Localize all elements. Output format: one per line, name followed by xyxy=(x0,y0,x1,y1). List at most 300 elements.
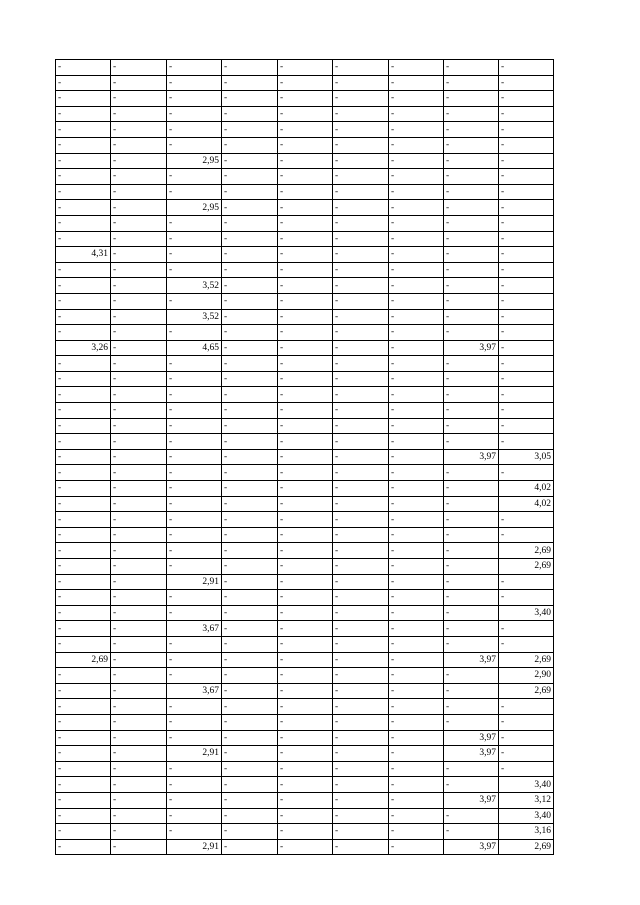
table-cell: - xyxy=(444,231,499,247)
table-cell: - xyxy=(278,215,333,231)
table-cell: - xyxy=(222,746,278,762)
table-cell: - xyxy=(499,465,554,481)
table-cell: - xyxy=(111,761,167,777)
table-cell: - xyxy=(499,356,554,372)
table-cell: - xyxy=(389,714,444,730)
table-cell: 2,91 xyxy=(167,746,222,762)
table-cell: - xyxy=(499,278,554,294)
table-row xyxy=(56,824,554,840)
table-cell: - xyxy=(499,574,554,590)
table-cell: - xyxy=(444,60,499,76)
table-cell: - xyxy=(222,699,278,715)
table-cell: - xyxy=(222,465,278,481)
table-cell: - xyxy=(333,137,389,153)
table-cell: - xyxy=(389,761,444,777)
table-cell: - xyxy=(167,293,222,309)
table-cell: - xyxy=(389,184,444,200)
table-cell: - xyxy=(167,137,222,153)
table-cell: - xyxy=(389,574,444,590)
table-row xyxy=(56,153,554,169)
table-cell: - xyxy=(56,403,111,419)
table-cell: - xyxy=(167,184,222,200)
table-cell: - xyxy=(278,839,333,855)
table-cell: - xyxy=(167,714,222,730)
table-cell: - xyxy=(389,60,444,76)
table-cell: - xyxy=(222,184,278,200)
table-row xyxy=(56,792,554,808)
table-cell: 4,02 xyxy=(499,496,554,512)
table-cell: 2,69 xyxy=(499,839,554,855)
table-cell: - xyxy=(389,387,444,403)
table-cell: - xyxy=(56,418,111,434)
table-cell: - xyxy=(389,200,444,216)
table-cell: - xyxy=(499,75,554,91)
table-row xyxy=(56,122,554,138)
table-cell: - xyxy=(111,559,167,575)
table-cell: - xyxy=(278,122,333,138)
table-cell: - xyxy=(389,309,444,325)
table-cell: - xyxy=(111,746,167,762)
table-cell: - xyxy=(56,714,111,730)
table-cell: - xyxy=(389,792,444,808)
table-cell: - xyxy=(278,262,333,278)
table-cell: - xyxy=(222,278,278,294)
table-cell: - xyxy=(444,293,499,309)
table-cell: 2,91 xyxy=(167,574,222,590)
table-cell: - xyxy=(499,527,554,543)
table-cell: - xyxy=(333,278,389,294)
table-row xyxy=(56,309,554,325)
table-cell: - xyxy=(389,746,444,762)
table-cell: - xyxy=(278,371,333,387)
table-cell: - xyxy=(56,356,111,372)
table-cell: - xyxy=(278,605,333,621)
table-cell: - xyxy=(111,465,167,481)
table-cell: - xyxy=(278,356,333,372)
table-cell: - xyxy=(167,449,222,465)
table-cell: - xyxy=(333,231,389,247)
table-cell: - xyxy=(222,106,278,122)
table-cell: - xyxy=(389,325,444,341)
table-cell: - xyxy=(167,434,222,450)
table-cell: - xyxy=(278,60,333,76)
table-cell: - xyxy=(56,605,111,621)
table-cell: - xyxy=(222,792,278,808)
table-row xyxy=(56,340,554,356)
table-cell: 4,65 xyxy=(167,340,222,356)
table-cell: - xyxy=(389,169,444,185)
table-cell: - xyxy=(278,153,333,169)
table-cell: - xyxy=(333,60,389,76)
table-row xyxy=(56,714,554,730)
table-row xyxy=(56,668,554,684)
table-cell: - xyxy=(167,418,222,434)
table-cell: - xyxy=(333,714,389,730)
table-cell: - xyxy=(333,309,389,325)
table-cell: - xyxy=(389,293,444,309)
table-cell: - xyxy=(222,543,278,559)
table-cell: - xyxy=(167,356,222,372)
table-cell: - xyxy=(278,792,333,808)
table-cell: - xyxy=(56,200,111,216)
table-cell: - xyxy=(278,574,333,590)
table-cell: - xyxy=(222,683,278,699)
table-cell: - xyxy=(111,371,167,387)
table-row xyxy=(56,75,554,91)
table-cell: - xyxy=(56,481,111,497)
table-cell: - xyxy=(167,559,222,575)
table-cell: - xyxy=(499,60,554,76)
table-cell: - xyxy=(389,122,444,138)
table-cell: - xyxy=(389,527,444,543)
table-cell: - xyxy=(222,309,278,325)
table-cell: - xyxy=(333,465,389,481)
table-row xyxy=(56,605,554,621)
table-cell: - xyxy=(389,777,444,793)
table-cell: - xyxy=(111,278,167,294)
table-cell: - xyxy=(389,590,444,606)
table-cell: - xyxy=(389,668,444,684)
table-cell: - xyxy=(56,465,111,481)
table-cell: - xyxy=(111,60,167,76)
table-row xyxy=(56,278,554,294)
table-cell: - xyxy=(56,699,111,715)
table-cell: - xyxy=(333,621,389,637)
table-cell: - xyxy=(444,153,499,169)
table-cell: - xyxy=(333,839,389,855)
table-cell: - xyxy=(222,652,278,668)
table-cell: - xyxy=(333,792,389,808)
table-cell: - xyxy=(167,652,222,668)
table-cell: - xyxy=(111,512,167,528)
table-cell: - xyxy=(56,590,111,606)
table-cell: - xyxy=(389,403,444,419)
table-cell: - xyxy=(222,621,278,637)
table-cell: - xyxy=(499,293,554,309)
table-cell: - xyxy=(389,730,444,746)
table-cell: - xyxy=(499,730,554,746)
table-cell: - xyxy=(222,824,278,840)
table-cell: - xyxy=(167,699,222,715)
table-cell: - xyxy=(167,481,222,497)
table-cell: - xyxy=(111,636,167,652)
table-cell: - xyxy=(499,215,554,231)
table-cell: - xyxy=(111,527,167,543)
table-cell: - xyxy=(444,387,499,403)
table-cell: - xyxy=(389,449,444,465)
table-cell: - xyxy=(167,247,222,263)
table-cell: - xyxy=(333,262,389,278)
table-cell: - xyxy=(499,590,554,606)
table-row xyxy=(56,730,554,746)
table-cell: - xyxy=(167,590,222,606)
table-cell: - xyxy=(56,512,111,528)
table-cell: - xyxy=(499,137,554,153)
table-cell: - xyxy=(56,668,111,684)
table-row xyxy=(56,512,554,528)
table-cell: - xyxy=(278,231,333,247)
table-cell: - xyxy=(499,714,554,730)
table-cell: - xyxy=(444,512,499,528)
table-cell: - xyxy=(278,730,333,746)
table-cell: - xyxy=(56,278,111,294)
table-cell: - xyxy=(444,808,499,824)
table-row xyxy=(56,761,554,777)
table-cell: - xyxy=(389,621,444,637)
table-cell: - xyxy=(56,309,111,325)
table-cell: - xyxy=(333,652,389,668)
table-cell: - xyxy=(444,247,499,263)
table-cell: - xyxy=(444,668,499,684)
table-cell: - xyxy=(56,824,111,840)
table-cell: - xyxy=(222,527,278,543)
table-cell: - xyxy=(111,730,167,746)
table-cell: - xyxy=(167,527,222,543)
table-cell: - xyxy=(389,231,444,247)
table-cell: - xyxy=(56,387,111,403)
table-cell: - xyxy=(333,636,389,652)
table-cell: - xyxy=(222,403,278,419)
table-cell: - xyxy=(56,169,111,185)
table-cell: - xyxy=(56,122,111,138)
table-cell: - xyxy=(111,293,167,309)
table-cell: - xyxy=(278,590,333,606)
table-cell: - xyxy=(389,636,444,652)
table-cell: - xyxy=(278,668,333,684)
table-row xyxy=(56,449,554,465)
table-cell: - xyxy=(444,636,499,652)
table-row xyxy=(56,683,554,699)
table-cell: - xyxy=(111,137,167,153)
table-cell: - xyxy=(389,371,444,387)
table-cell: - xyxy=(278,559,333,575)
table-cell: - xyxy=(389,824,444,840)
table-cell: - xyxy=(56,839,111,855)
table-cell: - xyxy=(333,543,389,559)
table-cell: - xyxy=(222,325,278,341)
table-cell: - xyxy=(389,434,444,450)
table-cell: - xyxy=(111,340,167,356)
table-cell: 2,69 xyxy=(499,683,554,699)
table-cell: - xyxy=(111,777,167,793)
table-cell: - xyxy=(167,122,222,138)
table-cell: - xyxy=(278,137,333,153)
table-cell: - xyxy=(111,652,167,668)
table-cell: - xyxy=(278,621,333,637)
table-cell: - xyxy=(333,325,389,341)
table-cell: - xyxy=(167,262,222,278)
table-row xyxy=(56,387,554,403)
table-cell: 3,26 xyxy=(56,340,111,356)
table-cell: - xyxy=(444,403,499,419)
table-cell: - xyxy=(222,122,278,138)
table-cell: - xyxy=(499,403,554,419)
table-cell: - xyxy=(56,325,111,341)
table-cell: 2,69 xyxy=(56,652,111,668)
table-cell: - xyxy=(444,590,499,606)
table-cell: - xyxy=(333,418,389,434)
table-cell: - xyxy=(111,434,167,450)
table-cell: - xyxy=(222,605,278,621)
table-cell: - xyxy=(278,777,333,793)
table-cell: - xyxy=(389,247,444,263)
table-row xyxy=(56,652,554,668)
table-row xyxy=(56,543,554,559)
table-cell: - xyxy=(278,449,333,465)
table-cell: - xyxy=(56,449,111,465)
table-cell: - xyxy=(222,75,278,91)
table-cell: - xyxy=(222,714,278,730)
table-cell: - xyxy=(499,512,554,528)
table-cell: - xyxy=(56,137,111,153)
table-cell: - xyxy=(56,231,111,247)
table-cell: - xyxy=(444,543,499,559)
table-cell: - xyxy=(499,387,554,403)
table-cell: - xyxy=(111,605,167,621)
table-cell: - xyxy=(278,200,333,216)
table-cell: - xyxy=(499,325,554,341)
table-row xyxy=(56,839,554,855)
table-row xyxy=(56,293,554,309)
table-row xyxy=(56,215,554,231)
table-cell: - xyxy=(278,91,333,107)
table-cell: 3,05 xyxy=(499,449,554,465)
table-cell: - xyxy=(222,371,278,387)
table-cell: - xyxy=(167,668,222,684)
table-cell: - xyxy=(333,247,389,263)
table-row xyxy=(56,169,554,185)
table-row xyxy=(56,106,554,122)
table-cell: - xyxy=(111,184,167,200)
table-cell: - xyxy=(278,824,333,840)
table-cell: - xyxy=(56,730,111,746)
table-cell: - xyxy=(111,590,167,606)
table-cell: - xyxy=(333,699,389,715)
table-cell: - xyxy=(389,496,444,512)
table-cell: - xyxy=(167,403,222,419)
table-cell: - xyxy=(499,169,554,185)
table-cell: - xyxy=(444,200,499,216)
table-cell: - xyxy=(499,262,554,278)
table-cell: - xyxy=(222,60,278,76)
table-cell: - xyxy=(333,574,389,590)
table-cell: - xyxy=(333,527,389,543)
table-cell: - xyxy=(111,668,167,684)
table-cell: - xyxy=(111,91,167,107)
table-cell: - xyxy=(222,356,278,372)
table-cell: - xyxy=(278,434,333,450)
table-row xyxy=(56,60,554,76)
table-cell: - xyxy=(333,106,389,122)
table-row xyxy=(56,325,554,341)
table-cell: - xyxy=(111,449,167,465)
table-cell: - xyxy=(56,496,111,512)
table-cell: - xyxy=(278,340,333,356)
table-cell: - xyxy=(389,91,444,107)
table-cell: - xyxy=(278,75,333,91)
table-cell: - xyxy=(444,496,499,512)
table-cell: - xyxy=(333,75,389,91)
table-cell: 3,40 xyxy=(499,777,554,793)
table-cell: - xyxy=(278,746,333,762)
table-cell: - xyxy=(444,465,499,481)
table-row xyxy=(56,699,554,715)
table-cell: - xyxy=(499,340,554,356)
table-cell: - xyxy=(444,418,499,434)
table-row xyxy=(56,200,554,216)
table-cell: - xyxy=(389,340,444,356)
table-cell: - xyxy=(222,496,278,512)
table-cell: - xyxy=(222,153,278,169)
table-cell: - xyxy=(333,184,389,200)
table-cell: 2,69 xyxy=(499,652,554,668)
table-cell: 3,52 xyxy=(167,278,222,294)
table-cell: - xyxy=(444,262,499,278)
table-cell: - xyxy=(111,699,167,715)
table-row xyxy=(56,808,554,824)
table-cell: - xyxy=(111,543,167,559)
table-cell: - xyxy=(333,91,389,107)
table-cell: - xyxy=(167,543,222,559)
table-cell: - xyxy=(444,309,499,325)
table-row xyxy=(56,91,554,107)
table-cell: - xyxy=(111,169,167,185)
table-cell: - xyxy=(222,293,278,309)
table-cell: - xyxy=(499,184,554,200)
table-cell: - xyxy=(167,106,222,122)
table-cell: - xyxy=(333,746,389,762)
table-cell: - xyxy=(444,215,499,231)
table-cell: 3,97 xyxy=(444,730,499,746)
table-cell: - xyxy=(222,137,278,153)
table-cell: - xyxy=(167,325,222,341)
table-cell: - xyxy=(444,371,499,387)
table-cell: - xyxy=(278,652,333,668)
table-cell: - xyxy=(389,699,444,715)
table-cell: - xyxy=(222,761,278,777)
table-cell: - xyxy=(111,231,167,247)
table-cell: - xyxy=(278,761,333,777)
table-cell: - xyxy=(333,340,389,356)
table-cell: - xyxy=(56,621,111,637)
table-cell: - xyxy=(333,481,389,497)
table-cell: - xyxy=(167,512,222,528)
table-cell: 2,95 xyxy=(167,153,222,169)
table-cell: - xyxy=(499,699,554,715)
table-cell: - xyxy=(499,122,554,138)
table-cell: - xyxy=(56,543,111,559)
table-cell: - xyxy=(499,309,554,325)
table-cell: - xyxy=(333,512,389,528)
table-cell: - xyxy=(389,418,444,434)
table-cell: 2,69 xyxy=(499,543,554,559)
table-cell: - xyxy=(278,512,333,528)
table-cell: - xyxy=(111,839,167,855)
table-cell: - xyxy=(167,169,222,185)
table-cell: - xyxy=(56,215,111,231)
table-row xyxy=(56,137,554,153)
table-cell: - xyxy=(167,605,222,621)
table-cell: 3,67 xyxy=(167,621,222,637)
table-cell: - xyxy=(111,200,167,216)
table-cell: - xyxy=(278,247,333,263)
table-cell: 3,12 xyxy=(499,792,554,808)
table-cell: - xyxy=(222,169,278,185)
table-cell: - xyxy=(333,215,389,231)
table-cell: - xyxy=(222,340,278,356)
table-cell: - xyxy=(111,792,167,808)
table-cell: - xyxy=(111,106,167,122)
